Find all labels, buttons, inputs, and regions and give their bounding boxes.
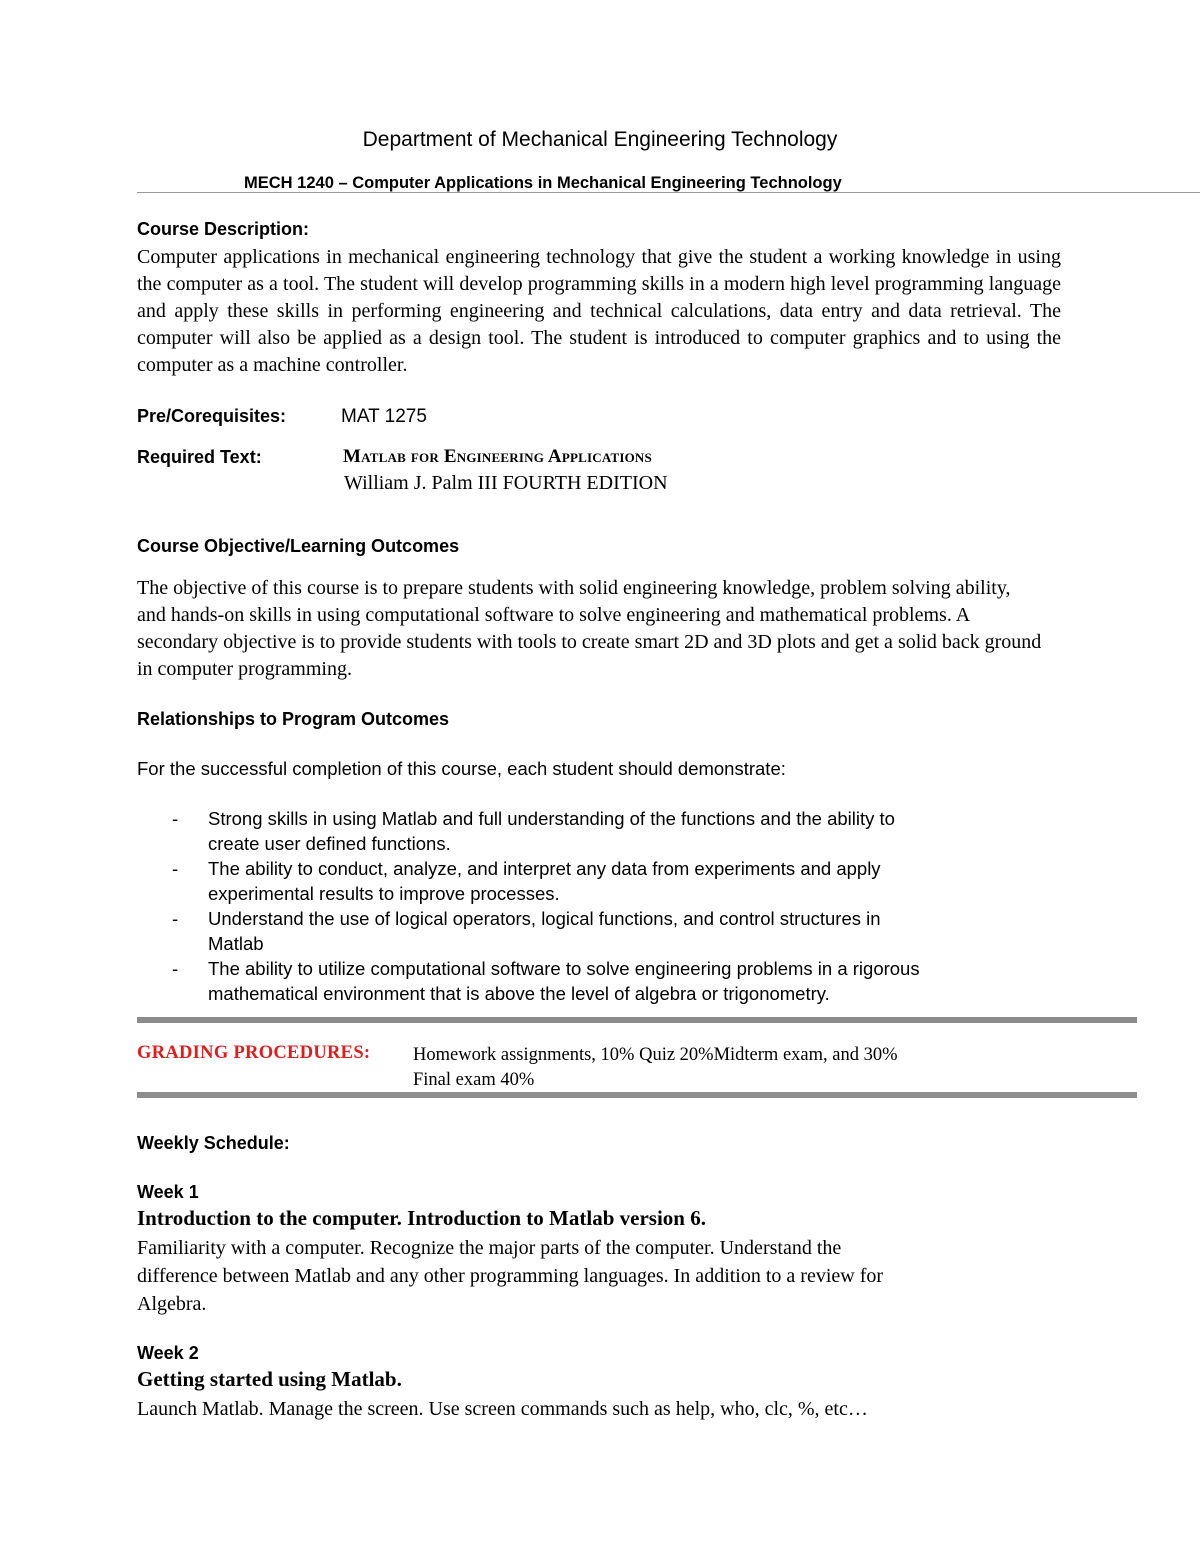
week-description-line: difference between Matlab and any other programming languages. In addition to a review for (137, 1265, 884, 1287)
week-label: Week 1 (137, 1182, 199, 1202)
list-item-line: Understand the use of logical operators, logical functions, and control structures in (208, 908, 881, 929)
list-item (172, 806, 1062, 856)
grading-line: Final exam 40% (413, 1070, 535, 1090)
required-book-title: Matlab for Engineering Applications (343, 446, 652, 467)
relationships-intro: For the successful completion of this course, each student should demonstrate: (137, 758, 786, 779)
list-item (172, 956, 1062, 1006)
schedule-heading: Weekly Schedule: (137, 1133, 290, 1153)
list-item-line: create user defined functions. (208, 833, 451, 854)
list-item-line: The ability to conduct, analyze, and interpret any data from experiments and apply (208, 858, 881, 879)
required-book-author: William J. Palm III FOURTH EDITION (344, 472, 668, 494)
grading-text (413, 1043, 898, 1093)
prereq-label: Pre/Corequisites: (137, 406, 287, 426)
grading-top-rule (137, 1017, 1137, 1023)
required-text-label: Required Text: (137, 447, 262, 467)
week-description (137, 1234, 883, 1318)
list-item-line: Matlab (208, 933, 264, 954)
week-description-line: Launch Matlab. Manage the screen. Use screen commands such as help, who, clc, %, etc… (137, 1398, 868, 1420)
header-divider (137, 192, 1200, 193)
course-description-text: Computer applications in mechanical engineering technology that give the student a working knowledge in using the computer as a tool. The student will develop programming skills in a modern high level programming language and apply these skills in performing engineering and technical calculations, data entry and data retrieval. The computer will also be applied as a design tool. The student is introduced to computer graphics and to using the computer as a machine controller. (137, 246, 1061, 376)
grading-label: GRADING PROCEDURES: (137, 1043, 371, 1063)
grading-bottom-rule (137, 1092, 1137, 1098)
list-item-line: experimental results to improve processes. (208, 883, 560, 904)
list-item (172, 856, 1062, 906)
objectives-text: The objective of this course is to prepare students with solid engineering knowledge, problem solving ability, and hands-on skills in using computational software to solve engineering and mathematical problems. A secondary objective is to provide students with tools to create smart 2D and 3D plots and get a solid back ground in computer programming. (137, 577, 1042, 680)
week-description-line: Familiarity with a computer. Recognize the major parts of the computer. Understand the (137, 1237, 842, 1259)
week-label: Week 2 (137, 1343, 199, 1363)
list-bullet: - (172, 808, 179, 829)
list-item-line: The ability to utilize computational software to solve engineering problems in a rigorous (208, 958, 920, 979)
week-description-line: Algebra. (137, 1293, 207, 1315)
list-bullet: - (172, 858, 179, 879)
list-item-line: Strong skills in using Matlab and full understanding of the functions and the ability to (208, 808, 895, 829)
course-title: MECH 1240 – Computer Applications in Mechanical Engineering Technology (244, 174, 842, 192)
list-item-line: mathematical environment that is above the level of algebra or trigonometry. (208, 983, 830, 1004)
page-title: Department of Mechanical Engineering Technology (362, 128, 838, 151)
course-description-heading: Course Description: (137, 219, 310, 239)
week-topic: Introduction to the computer. Introduction to Matlab version 6. (137, 1206, 706, 1230)
outcomes-list (172, 806, 1062, 1006)
prereq-value: MAT 1275 (341, 406, 427, 427)
list-item (172, 906, 1062, 956)
grading-line: Homework assignments, 10% Quiz 20%Midterm exam, and 30% (413, 1045, 898, 1065)
objectives-heading: Course Objective/Learning Outcomes (137, 536, 460, 556)
week-description (137, 1395, 868, 1423)
week-topic: Getting started using Matlab. (137, 1367, 402, 1391)
list-bullet: - (172, 958, 179, 979)
relationships-heading: Relationships to Program Outcomes (137, 709, 450, 729)
list-bullet: - (172, 908, 179, 929)
